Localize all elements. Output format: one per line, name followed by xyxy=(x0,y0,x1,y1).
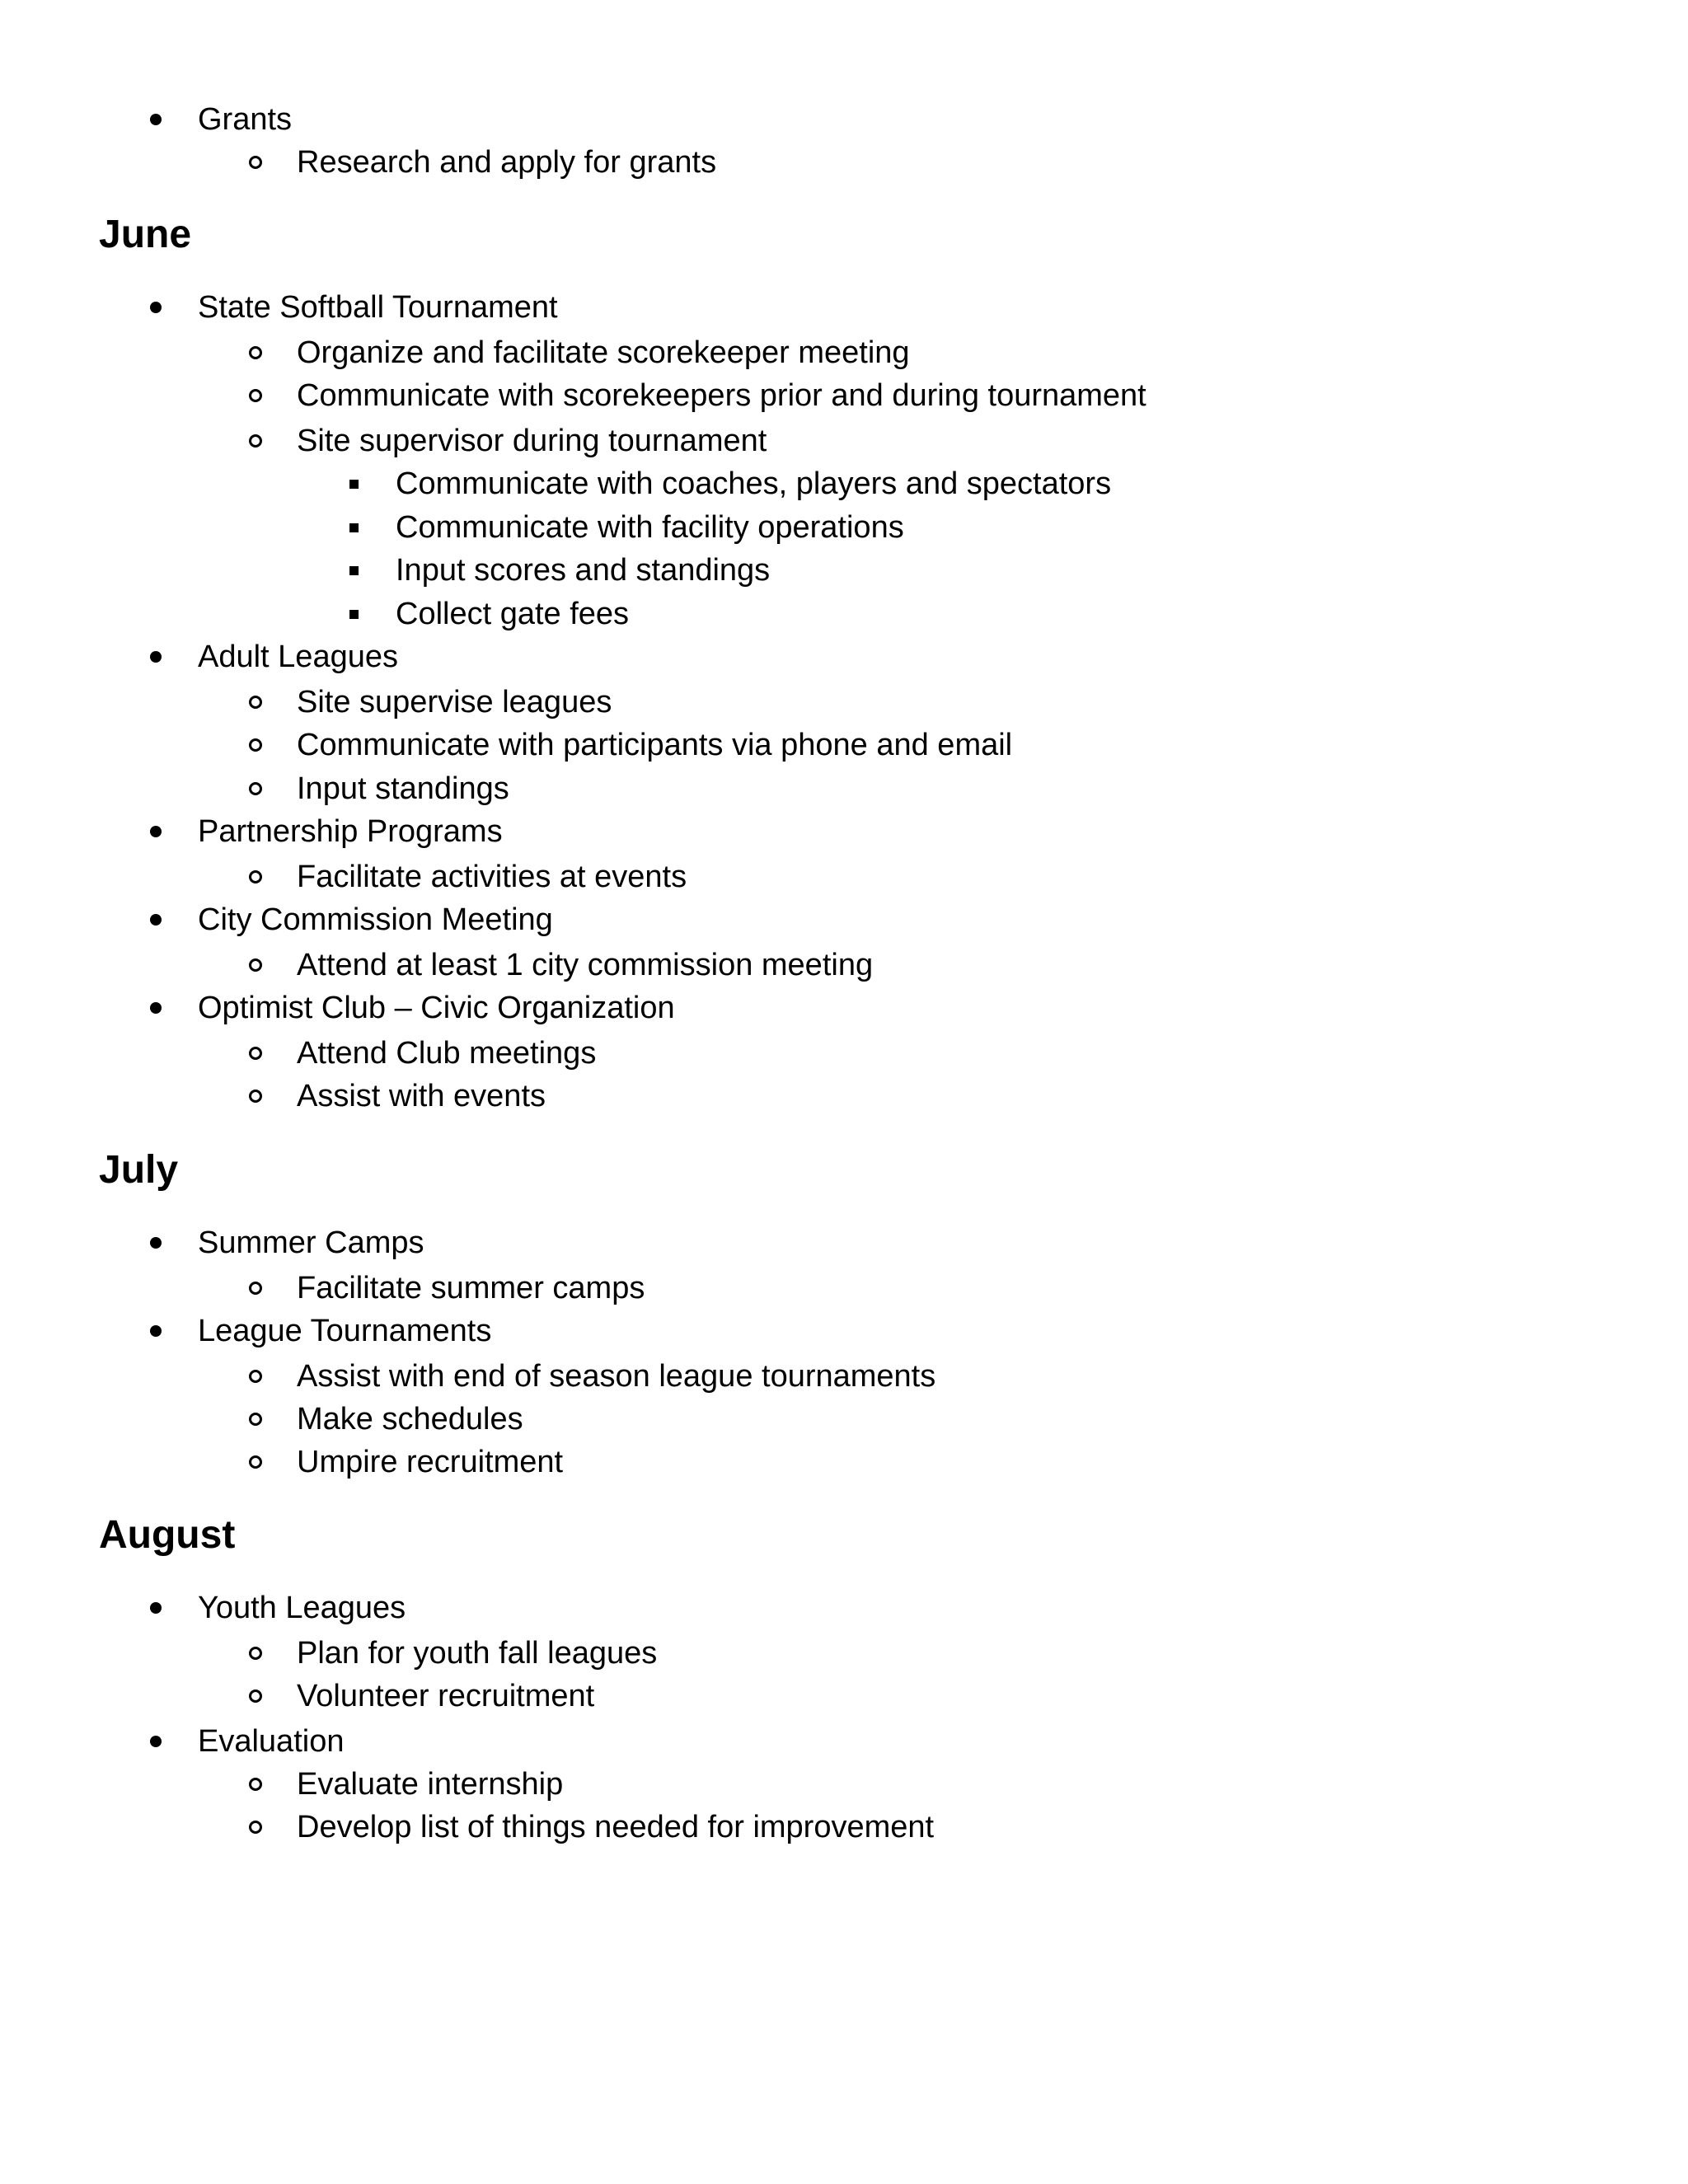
sub-list-item xyxy=(0,374,1688,417)
sub-list-item xyxy=(0,681,1688,724)
bullet-icon xyxy=(150,1237,162,1249)
circle-bullet-icon xyxy=(249,346,262,359)
square-bullet-icon xyxy=(349,523,359,532)
square-bullet-icon xyxy=(349,480,359,489)
list-item-text: Collect gate fees xyxy=(396,597,630,631)
list-item-text: Research and apply for grants xyxy=(297,145,717,180)
sub-list-item xyxy=(0,1441,1688,1483)
list-item-text: Communicate with coaches, players and spectators xyxy=(396,466,1112,501)
sub-sub-list-item xyxy=(0,549,1688,592)
circle-bullet-icon xyxy=(249,1413,262,1426)
square-bullet-icon xyxy=(349,610,359,619)
bullet-icon xyxy=(150,1602,162,1614)
list-item-text: Assist with events xyxy=(297,1079,546,1113)
list-item-text: Communicate with facility operations xyxy=(396,510,904,545)
list-item-text: Site supervisor during tournament xyxy=(297,424,767,458)
circle-bullet-icon xyxy=(249,1455,262,1469)
sub-sub-list-item xyxy=(0,593,1688,635)
sub-list-item xyxy=(0,944,1688,987)
circle-bullet-icon xyxy=(249,1370,262,1383)
circle-bullet-icon xyxy=(249,434,262,448)
sub-sub-list-item xyxy=(0,506,1688,549)
list-item xyxy=(0,1720,1688,1763)
circle-bullet-icon xyxy=(249,1821,262,1834)
sub-list-item xyxy=(0,141,1688,184)
list-item xyxy=(0,286,1688,329)
list-item-text: League Tournaments xyxy=(198,1314,492,1348)
circle-bullet-icon xyxy=(249,696,262,709)
list-item-text: Volunteer recruitment xyxy=(297,1679,595,1713)
list-item-text: Adult Leagues xyxy=(198,640,398,674)
bullet-icon xyxy=(150,1002,162,1014)
circle-bullet-icon xyxy=(249,870,262,883)
list-item-text: Youth Leagues xyxy=(198,1591,406,1625)
sub-sub-list-item xyxy=(0,462,1688,505)
month-heading: August xyxy=(99,1513,236,1557)
bullet-icon xyxy=(150,1736,162,1747)
bullet-icon xyxy=(150,826,162,837)
sub-list-item xyxy=(0,1355,1688,1398)
list-item-text: Evaluation xyxy=(198,1724,345,1759)
list-item xyxy=(0,898,1688,941)
list-item-text: Develop list of things needed for improvement xyxy=(297,1810,935,1844)
list-item-text: Assist with end of season league tournaments xyxy=(297,1359,936,1394)
list-item xyxy=(0,1221,1688,1264)
bullet-icon xyxy=(150,914,162,926)
list-item-text: Plan for youth fall leagues xyxy=(297,1636,658,1671)
list-item-text: Facilitate activities at events xyxy=(297,860,687,894)
sub-list-item xyxy=(0,1267,1688,1310)
circle-bullet-icon xyxy=(249,1690,262,1703)
circle-bullet-icon xyxy=(249,738,262,752)
list-item-text: Communicate with scorekeepers prior and during tournament xyxy=(297,378,1146,413)
list-item xyxy=(0,98,1688,141)
list-item-text: Summer Camps xyxy=(198,1226,424,1260)
circle-bullet-icon xyxy=(249,958,262,972)
list-item-text: Facilitate summer camps xyxy=(297,1271,645,1305)
list-item-text: Partnership Programs xyxy=(198,814,503,849)
circle-bullet-icon xyxy=(249,1047,262,1060)
sub-list-item xyxy=(0,767,1688,810)
bullet-icon xyxy=(150,1325,162,1337)
list-item-text: Umpire recruitment xyxy=(297,1445,564,1479)
list-item-text: State Softball Tournament xyxy=(198,290,558,325)
circle-bullet-icon xyxy=(249,1778,262,1791)
sub-list-item xyxy=(0,331,1688,374)
list-item-text: Attend Club meetings xyxy=(297,1036,597,1071)
bullet-icon xyxy=(150,651,162,663)
sub-list-item xyxy=(0,1763,1688,1806)
circle-bullet-icon xyxy=(249,156,262,169)
list-item xyxy=(0,1310,1688,1352)
list-item-text: Input standings xyxy=(297,771,509,806)
list-item-text: City Commission Meeting xyxy=(198,902,553,937)
circle-bullet-icon xyxy=(249,782,262,795)
list-item-text: Organize and facilitate scorekeeper meeting xyxy=(297,335,910,370)
list-item xyxy=(0,1586,1688,1629)
sub-list-item xyxy=(0,1806,1688,1849)
circle-bullet-icon xyxy=(249,1090,262,1103)
list-item-text: Evaluate internship xyxy=(297,1767,564,1802)
circle-bullet-icon xyxy=(249,1647,262,1660)
month-heading: June xyxy=(99,213,192,256)
list-item-text: Input scores and standings xyxy=(396,553,771,588)
list-item xyxy=(0,635,1688,678)
list-item-text: Optimist Club – Civic Organization xyxy=(198,991,675,1025)
bullet-icon xyxy=(150,302,162,313)
list-item-text: Communicate with participants via phone and email xyxy=(297,728,1013,762)
circle-bullet-icon xyxy=(249,1282,262,1295)
sub-list-item xyxy=(0,1632,1688,1675)
sub-list-item xyxy=(0,1398,1688,1441)
sub-list-item xyxy=(0,855,1688,898)
month-heading: July xyxy=(99,1148,179,1192)
list-item-text: Make schedules xyxy=(297,1402,523,1436)
sub-list-item xyxy=(0,1032,1688,1075)
list-item xyxy=(0,987,1688,1029)
bullet-icon xyxy=(150,114,162,125)
sub-list-item xyxy=(0,419,1688,462)
sub-list-item xyxy=(0,724,1688,766)
list-item-text: Grants xyxy=(198,102,293,137)
list-item-text: Attend at least 1 city commission meeting xyxy=(297,948,874,982)
sub-list-item xyxy=(0,1675,1688,1718)
list-item-text: Site supervise leagues xyxy=(297,685,612,719)
circle-bullet-icon xyxy=(249,389,262,402)
square-bullet-icon xyxy=(349,566,359,575)
list-item xyxy=(0,810,1688,853)
sub-list-item xyxy=(0,1075,1688,1118)
